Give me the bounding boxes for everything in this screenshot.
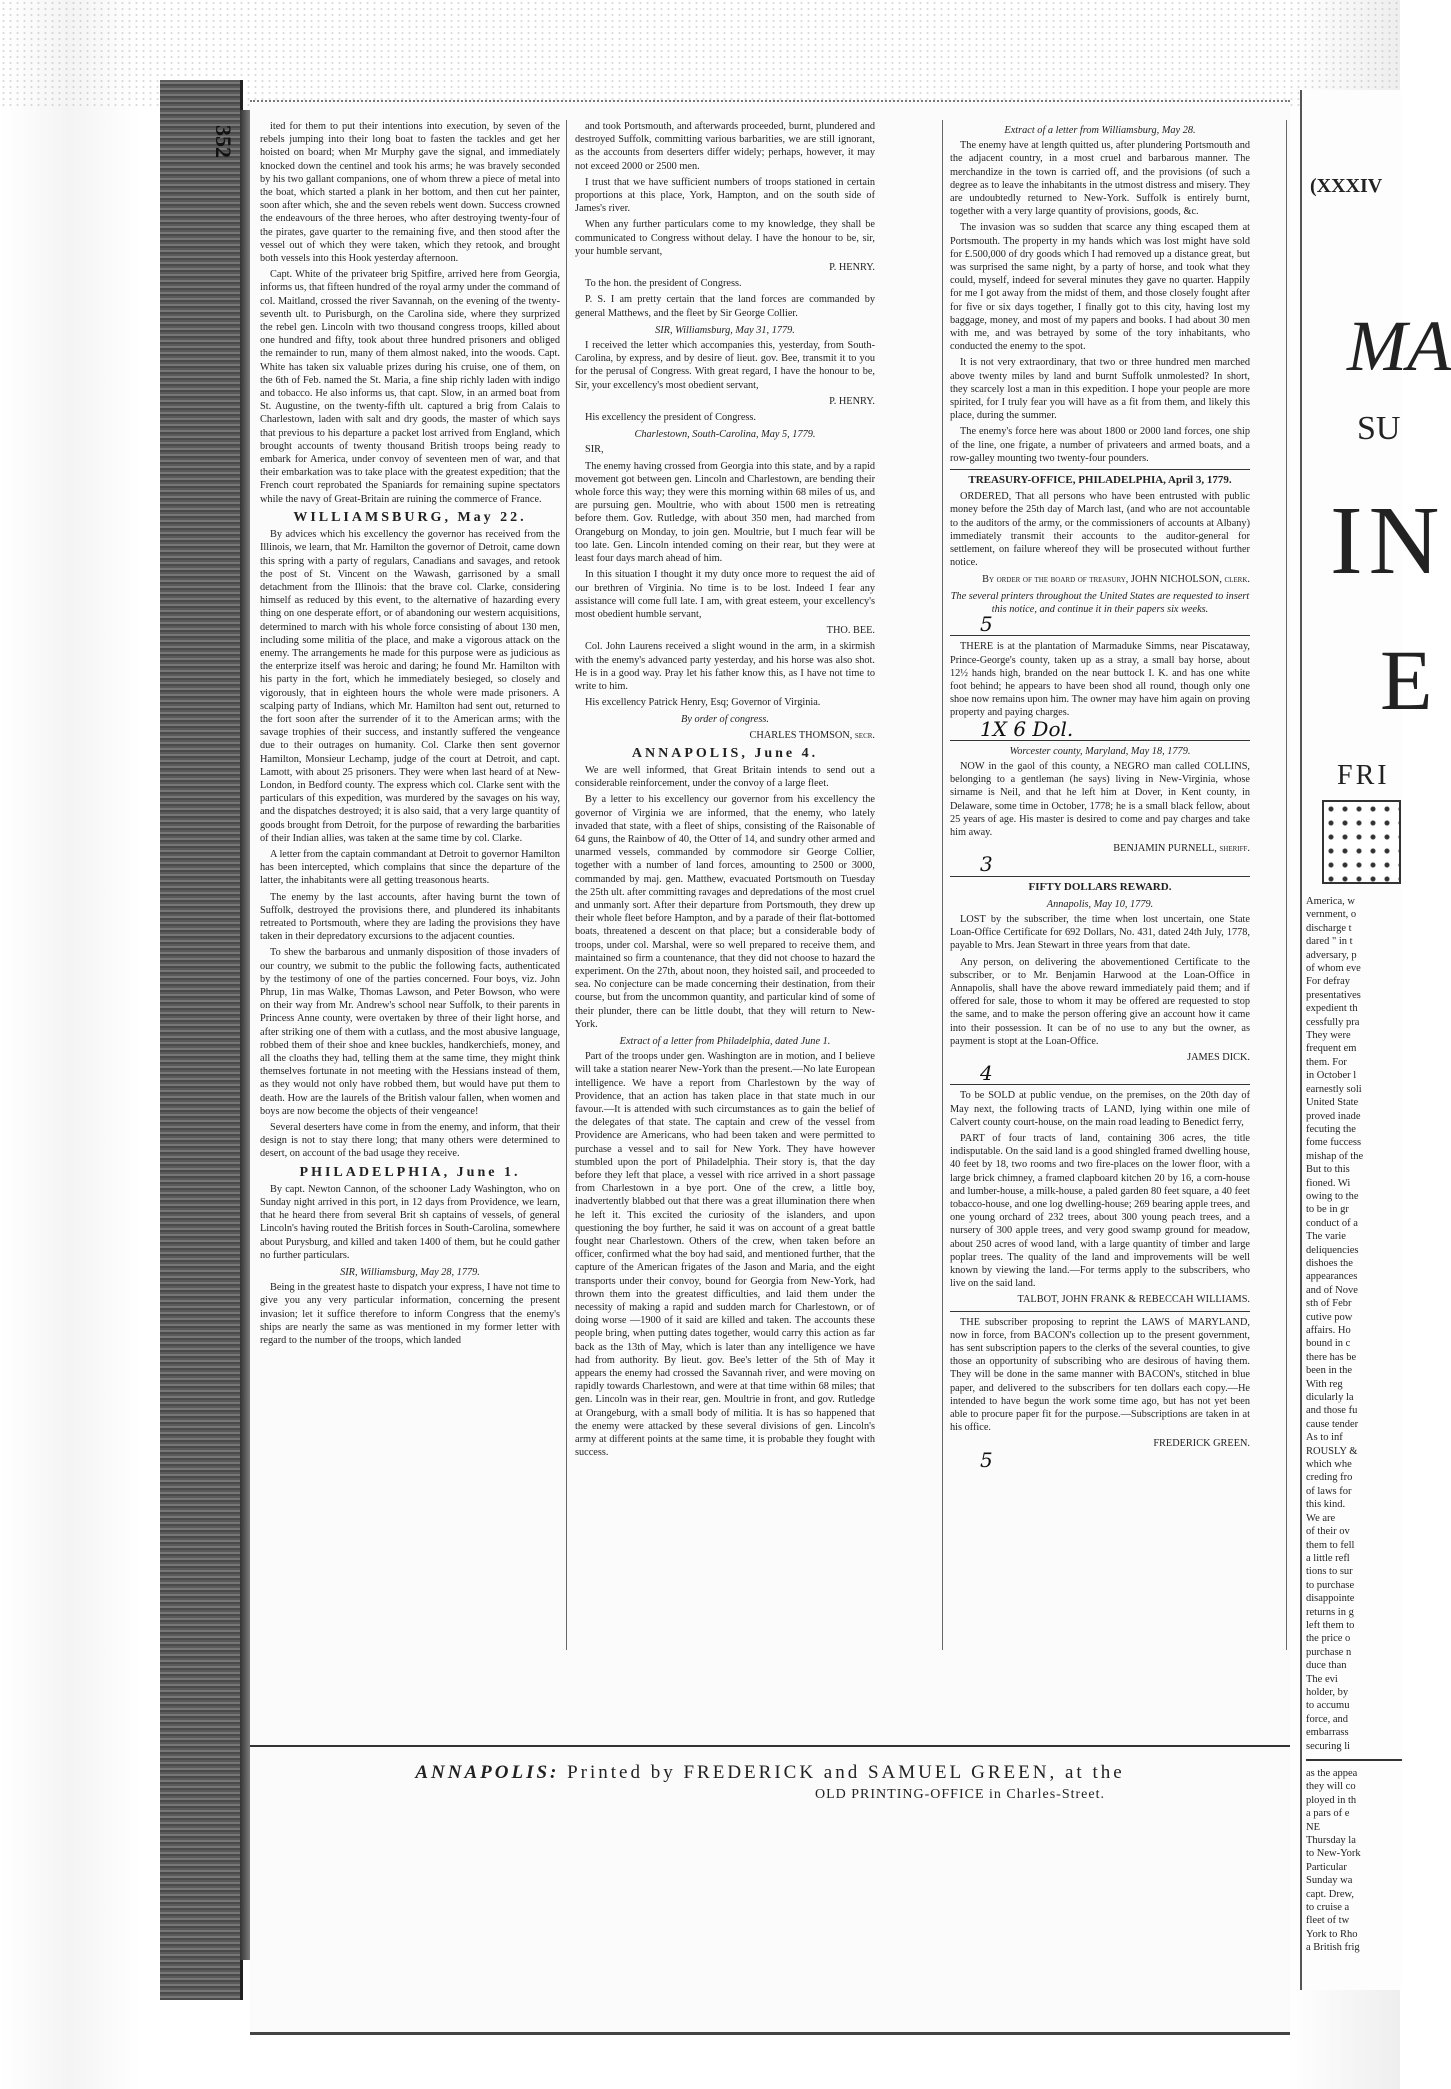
adjacent-line: Thursday la [1306, 1835, 1356, 1847]
adjacent-line: left them to [1306, 1619, 1355, 1631]
ornament-icon [1322, 800, 1401, 884]
adjacent-line: dared " in t [1306, 936, 1353, 948]
adjacent-line: disappointe [1306, 1593, 1355, 1605]
adjacent-line: earnestly soli [1306, 1083, 1362, 1095]
separator-rule [950, 1311, 1250, 1312]
article-paragraph: To the hon. the president of Congress. [585, 278, 742, 290]
imprint-line-2: OLD PRINTING-OFFICE in Charles-Street. [815, 1787, 1105, 1802]
adjacent-line: But to this [1306, 1164, 1350, 1176]
letter-heading: Annapolis, May 10, 1779. [1046, 898, 1154, 910]
footer-rule [250, 1745, 1290, 1747]
book-spine [160, 80, 243, 2000]
adjacent-line: a little refl [1306, 1552, 1350, 1564]
adjacent-line: which whe [1306, 1459, 1352, 1471]
adjacent-line: fome fuccess [1306, 1137, 1362, 1149]
signature: FREDERICK GREEN. [1153, 1438, 1250, 1450]
adjacent-line: vernment, o [1306, 909, 1357, 921]
article-paragraph: By a letter to his excellency our governor from his excellency the governor of Virginia we are informed, that the enemy, who lately invaded that state, with a fleet of ships, consisting of the Raisonable of 64 guns, the Rainbow of 40, the Otter of 14, and sundry other armed and unarmed vessels, commanded by commodore sir George Collier, together with a number of land forces, amounting to 2500 or 3000, commanded by maj. gen. Matthew, evacuated Portsmouth on Tuesday the 25th ult. after committing ravages and depredations of the most cruel and unmanly sort. After their departure from Portsmouth, they drew up their whole fleet before Hampton, and by a parade of their flat-bottomed boats, threatened a descent on that place; but a considerable body of troops, under col. Marshal, were so well prepared to receive them, and maintained so firm a countenance, that they did not choose to hazard the experiment. On the 27th, about noon, they hoisted sail, and proceeded to sea. No conjecture can be made concerning their destination, from their course, but from the uncommon quantity, and particular kind of some of their plunder, there can be little doubt, that they will return to New-York. [575, 794, 875, 1030]
letter-heading: The several printers throughout the United States are requested to insert this notice, and continue it in their papers six weeks. [950, 590, 1250, 615]
article-paragraph: We are well informed, that Great Britain intends to send out a considerable reinforcement, under the convoy of a large fleet. [575, 764, 875, 790]
article-paragraph: PART of four tracts of land, containing 306 acres, the title indisputable. On the said land is a good shingled framed dwelling house, 40 feet by 18, two rooms and two fire-places on the lower floor, with a large brick chimney, a framed clapboard kitchen 20 by 16, a corn-house and lumber-house, a milk-house, a paled garden 80 feet square, a 40 feet tobacco-house, and one log dwelling-house; 269 bearing apple trees, and one young orchard of 232 trees, about 300 young peach trees, and a nursery of 300 apple trees, and very good swamp ground for meadow, about 250 acres of wood land, with a large quantity of timber and large poplar trees. The quality of the land and improvements will be well known by viewing the land.—For terms apply to the subscribers, who live on the said land. [950, 1133, 1250, 1290]
handwritten-mark: 3 [980, 852, 993, 877]
column-rule [1286, 120, 1287, 1650]
article-paragraph: In this situation I thought it my duty once more to request the aid of our brethren of Virginia. No time is to be lost. Indeed I fear any assistance will come full late. I am, with great esteem, your excellency's most obedient humble servant, [575, 569, 875, 620]
separator-rule [950, 635, 1250, 636]
letter-heading: SIR, Williamsburg, May 31, 1779. [655, 324, 795, 336]
adjacent-rule [1306, 1759, 1402, 1761]
column-rule [566, 120, 567, 1650]
adjacent-line: owing to the [1306, 1190, 1359, 1202]
handwritten-mark: 4 [980, 1061, 993, 1086]
adjacent-line: to purchase [1306, 1579, 1355, 1591]
adjacent-line: presentatives [1306, 989, 1361, 1001]
adjacent-line: appearances [1306, 1271, 1358, 1283]
adjacent-line: securing li [1306, 1740, 1351, 1752]
handwritten-mark: 5 [980, 612, 993, 637]
adjacent-line: to accumu [1306, 1700, 1350, 1712]
notice-title: TREASURY-OFFICE, PHILADELPHIA, April 3, 1779. [968, 474, 1232, 487]
adjacent-line: cause tender [1306, 1418, 1359, 1430]
article-paragraph: His excellency Patrick Henry, Esq; Governor of Virginia. [585, 697, 821, 709]
article-paragraph: THE subscriber proposing to reprint the LAWS of MARYLAND, now in force, from BACON's collection up to the present government, has sent subscription papers to the clerks of the several counties, to give those an opportunity of subscribing who are desirous of having them. They will be done in the same manner with BACON's, stitched in blue paper, and delivered to the subscribers for ten dollars each copy.—He intended to have begun the work some time ago, but has not yet been able to procure paper fit for the purpose.—Subscriptions are taken in at his office. [950, 1316, 1250, 1434]
article-paragraph: I received the letter which accompanies this, yesterday, from South-Carolina, by express, and by desire of lieut. gov. Bee, transmit it to you for the perusal of Congress. With great regard, I have the honour to be, Sir, your excellency's most obedient servant, [575, 340, 875, 391]
separator-rule [950, 1084, 1250, 1085]
adjacent-line: deliquencies [1306, 1244, 1359, 1256]
adjacent-line: embarrass [1306, 1727, 1349, 1739]
adjacent-line: Sunday wa [1306, 1875, 1353, 1887]
imprint [255, 1762, 1285, 1806]
signature: CHARLES THOMSON, secr. [749, 729, 875, 741]
article-paragraph: A letter from the captain commandant at Detroit to governor Hamilton has been intercepted, which complains that since the departure of the latter, the inhabitants were all getting treasonous hearts. [260, 848, 560, 887]
imprint-place: ANNAPOLIS: [415, 1762, 560, 1783]
adjacent-line: fleet of tw [1306, 1915, 1350, 1927]
article-paragraph: It is not very extraordinary, that two or three hundred men marched above twenty miles by land and burnt Suffolk unmolested? In short, they scarcely lost a man in this expedition. I hope your people are more spirited, for I truly fear you will have as a fit from them, and likely this place, during the summer. [950, 357, 1250, 422]
article-paragraph: The enemy have at length quitted us, after plundering Portsmouth and the adjacent country, in a most cruel and barbarous manner. The merchandize in the town is carried off, and the provisions (of such a degree as to leave the inhabitants in the utmost distress and misery. They are undoubtedly returned to New-York. Suffolk is entirely burnt, together with a very large quantity of provisions, goods, &c. [950, 140, 1250, 218]
adjacent-line: dicularly la [1306, 1392, 1354, 1404]
signature: THO. BEE. [826, 625, 875, 637]
adjacent-line: ployed in th [1306, 1794, 1357, 1806]
adjacent-line: frequent em [1306, 1043, 1357, 1055]
adjacent-line: sth of Febr [1306, 1298, 1352, 1310]
adjacent-line: America, w [1306, 896, 1355, 907]
signature: By order of the board of treasury, JOHN NICHOLSON, clerk. [982, 573, 1250, 585]
adjacent-line: of whom eve [1306, 963, 1361, 975]
adjacent-line: affairs. Ho [1306, 1325, 1351, 1336]
adjacent-line: With reg [1306, 1378, 1343, 1390]
signature: BENJAMIN PURNELL, sheriff. [1113, 843, 1250, 855]
article-paragraph: Several deserters have come in from the enemy, and inform, that their design is not to stay there long; that many others were determined to desert, on account of the bad usage they receive. [260, 1122, 560, 1160]
adjacent-line: discharge t [1306, 922, 1352, 934]
column-1 [260, 120, 560, 1650]
article-paragraph: LOST by the subscriber, the time when lost uncertain, one State Loan-Office Certificate for 692 Dollars, No. 431, dated 24th July, 1778, payable to Mrs. Jean Stewart in three years from that date. [950, 913, 1250, 952]
article-paragraph: ited for them to put their intentions into execution, by seven of the rebels jumping into their long boat to fasten the tackles and get her hoisted on board; when Mr Murphy gave the signal, and immediately knocked down the centinel and took his arms; he was bravely seconded by his two gallant companions, one of whom threw a piece of metal into the boat, which started a plank in her bottom, and then cut her painter, soon after which, she and the seven rebels went down. Success crowned the endeavours of the three heroes, who after destroying twenty-four of the pirates, gave quarter to the remaining five, and then stood after the vessel out of which they were taken, which they retook, and brought both vessels into this Hook yesterday afternoon. [260, 121, 560, 265]
column-rule [942, 120, 943, 1650]
imprint-line-1: Printed by FREDERICK and SAMUEL GREEN, at the [567, 1762, 1125, 1783]
handwritten-mark: 1X 6 Dol. [980, 716, 1074, 741]
adjacent-line: ROUSLY & [1306, 1445, 1358, 1457]
adjacent-page [1300, 90, 1451, 1990]
adjacent-line: The evi [1306, 1673, 1338, 1685]
article-paragraph: By advices which his excellency the governor has received from the Illinois, we learn, that Mr. Hamilton the governor of Detroit, came down this spring with a party of regulars, Canadians and savages, and retook the post of St. Vincent on the Wawash, garrisoned by a small detachment from the Illinois: that the brave col. Clarke, considering himself as reduced by this event, to the alternative of hazarding every thing on one desperate effort, or of abandoning our western acquisitions, determined to march with his whole force consisting of about 130 men, including some militia of the place, and make a vigorous attack on the enemy. The arrangements he made for this purpose were as judicious as the enterprize itself was heroic and daring; he found Mr. Hamilton with his party in the fort, which he immediately besieged, so closely and vigorously, that in eighteen hours the whole were made prisoners. A scalping party of Indians, which Mr. Hamilton had sent out, returned to the fort soon after the surrender of it to the American arms; with the savage trophies of their success, and instantly suffered the vengeance due to their outrages on humanity. Col. Clarke then sent governor Hamilton, Monsieur Lechamp, judge of the court at Detroit, and capt. Lamott, with about 25 prisoners. They were when last heard of at New-London, in Bedford county. The express which col. Clarke sent with the particulars of this expedition, was murdered by the savages on his way, and the dispatches destroyed; it is also said, that a very large quantity of goods brought from Detroit, for the purpose of rewarding the barbarities of their Indian allies, was taken at the same time by col. Clarke. [260, 529, 560, 844]
adjacent-line: We are [1306, 1512, 1336, 1524]
adjacent-line: creding fro [1306, 1472, 1353, 1484]
article-paragraph: Part of the troops under gen. Washington are in motion, and I believe will take a station nearer New-York than the present.—No late European intelligence. We have a report from Charlestown by the way of Providence, that an action has taken place in that state much in our favour.—It is attended with such circumstances as to gain the belief of the delegates of that state. The captain and crew of the vessel from Providence are Americans, who had been taken and were permitted to purchase a vessel and to sail for New York. They have however stumbled upon the port of Philadelphia. Their story is, that the day before they left that place, a vessel with rice arrived in a short passage from Charlestown in a bye port. One of the crew, a little boy, inadvertently blabbed out that there was a great illumination there when he left it. This excited the curiosity of the islanders, and upon questioning the boy further, he said it was on account of a great battle fought near Charlestown. Others of the crew, when taken before an officer, confirmed what the boy had said, and mentioned further, that the capture of the American frigates of the Jason and Maria, and the eight transports under their convoy, bound for Georgia from New-York, had thrown them into the greatest difficulties, and laid them under the necessity of making a rapid and sudden march for Charlestown, or of doing worse —1900 of it said are killed and taken. The accounts these people bring, when putting dates together, would carry this action as far back as the 13th of May, which is later than any intelligence we have had from authority. By lieut. gov. Bee's letter of the 5th of May it appears the enemy had crossed the Savannah river, and were moving on rapidly towards Charlestown, and were at that time within 68 miles; that gen. Lincoln was in their rear, gen. Moultrie in front, and gov. Rutledge at Orangeburg, with a small body of militia. It is has so happened that the enemy were attacked by these several divisions of gen. Lincoln's army at different points at the same time, it is probable they fought with success. [575, 1051, 875, 1459]
letter-heading: Extract of a letter from Philadelphia, dated June 1. [619, 1036, 831, 1047]
article-paragraph: NOW in the gaol of this county, a NEGRO man called COLLINS, belonging to a gentleman (he says) living in New-Virginia, whose sirname is Neil, and that he left him at Dover, in Kent county, in Delaware, some time in October, 1778; he is a small black fellow, about 25 years of age. His master is desired to come and pay charges and take him away. [950, 760, 1250, 838]
adjacent-line: bound in c [1306, 1338, 1351, 1350]
article-paragraph: SIR, [585, 444, 604, 456]
signature: P. HENRY. [829, 262, 875, 274]
adjacent-line: As to inf [1306, 1432, 1343, 1444]
adjacent-line: proved inade [1306, 1110, 1361, 1122]
adjacent-line: this kind. [1306, 1499, 1346, 1511]
article-paragraph: By capt. Newton Cannon, of the schooner Lady Washington, who on Sunday night arrived in this port, in 12 days from Providence, we learn, that he heard there from several Brit sh captains of vessels, of general Lincoln's having routed the British forces in South-Carolina, somewhere about Purysburg, and killed and taken 1400 of them, but he could gather no further particulars. [260, 1183, 560, 1261]
page-number: 352 [211, 125, 236, 158]
article-paragraph: His excellency the president of Congress. [585, 412, 756, 424]
adjacent-line: duce than [1306, 1660, 1347, 1672]
adjacent-column [1306, 895, 1402, 1955]
adjacent-line: fecuting the [1306, 1123, 1356, 1135]
adjacent-big-initial: IN [1330, 487, 1446, 595]
article-paragraph: When any further particulars come to my knowledge, they shall be communicated to Congress without delay. I have the honour to be, sir, your humble servant, [575, 219, 875, 257]
adjacent-line: the price o [1306, 1633, 1351, 1645]
adjacent-line: and those fu [1306, 1405, 1358, 1417]
article-paragraph: The enemy by the last accounts, after having burnt the town of Suffolk, destroyed the provisions there, and plundered its inhabitants retreated to Portsmouth, where they are lading the provisions they have taken in their depredatory excursions to the adjacent counties. [260, 891, 560, 943]
article-paragraph: ORDERED, That all persons who have been entrusted with public money before the 25th day of March last, (and who are not accountable to the auditors of the army, or the commissioners of accounts at Albany) immediately transmit their accounts to the auditor-general for settlement, on failure whereof they will be prosecuted without further notice. [950, 491, 1250, 569]
adjacent-line: of laws for [1306, 1485, 1352, 1497]
separator-rule [950, 469, 1250, 470]
article-paragraph: P. S. I am pretty certain that the land forces are commanded by general Matthews, and the fleet by Sir George Collier. [575, 294, 875, 319]
adjacent-line: of their ov [1306, 1526, 1350, 1538]
letter-heading: SIR, Williamsburg, May 28, 1779. [340, 1267, 480, 1279]
adjacent-line: them to fell [1306, 1539, 1355, 1551]
dateline: PHILADELPHIA, June 1. [299, 1164, 521, 1180]
adjacent-line: as the appea [1306, 1768, 1358, 1779]
column-2 [575, 120, 875, 1650]
article-paragraph: and took Portsmouth, and afterwards proceeded, burnt, plundered and destroyed Suffolk, committing various barbarities, we are still ignorant, as the accounts from deserters differ widely; perhaps, however, it may not exceed 2000 or 2500 men. [575, 121, 875, 172]
adjacent-line: They were [1306, 1030, 1351, 1042]
notice-title: FIFTY DOLLARS REWARD. [1028, 880, 1172, 893]
article-paragraph: I trust that we have sufficient numbers of troops stationed in certain proportions at this place, York, Hampton, and on the south side of James's river. [575, 176, 875, 215]
letter-heading: Charlestown, South-Carolina, May 5, 1779. [634, 429, 816, 441]
adjacent-line: expedient th [1306, 1003, 1358, 1015]
signature: JAMES DICK. [1187, 1052, 1250, 1063]
adjacent-line: cutive pow [1306, 1311, 1353, 1323]
adjacent-line: holder, by [1306, 1686, 1349, 1698]
adjacent-line: to cruise a [1306, 1902, 1350, 1914]
adjacent-line: them. For [1306, 1056, 1347, 1068]
adjacent-issue-number: (XXXIV [1310, 175, 1383, 197]
dateline: ANNAPOLIS, June 4. [631, 745, 819, 761]
adjacent-line: to be in gr [1306, 1204, 1349, 1216]
adjacent-line: purchase n [1306, 1646, 1352, 1658]
signature: P. HENRY. [829, 395, 875, 407]
adjacent-line: York to Rho [1306, 1928, 1358, 1940]
adjacent-line: NE [1306, 1821, 1320, 1833]
article-paragraph: THERE is at the plantation of Marmaduke Simms, near Piscataway, Prince-George's county, taken up as a stray, a small bay horse, about 12½ hands high, branded on the near buttock I. K. and has one white foot behind; he appears to have been shod all round, though only one shoe now remains upon him. The owner may have him again on proving property and paying charges. [950, 641, 1250, 719]
article-paragraph: The invasion was so sudden that scarce any thing escaped them at Portsmouth. The property in my hands which was lost might have sold for £.500,000 of dry goods which I had removed up a distance great, but was surprised the same night, by a party of horse, and took what they could, myself, indeed for several minutes they gave no quarter. Happily for me I got away from the midst of them, and those closely fought after for five or six days together, I finally got to this city, having lost my baggage, money, and most of my papers and books. I had about 30 men with me, and was betrayed by some of the tory inhabitants, who conducted the enemy to the spot. [950, 222, 1250, 353]
adjacent-line: returns in g [1306, 1606, 1354, 1618]
adjacent-line: fioned. Wi [1306, 1177, 1351, 1189]
signature: TALBOT, JOHN FRANK & REBECCAH WILLIAMS. [1017, 1294, 1250, 1306]
adjacent-line: been in the [1306, 1365, 1353, 1377]
adjacent-line: force, and [1306, 1713, 1348, 1725]
adjacent-line: they will co [1306, 1781, 1356, 1793]
dateline: WILLIAMSBURG, May 22. [293, 509, 527, 525]
adjacent-line: conduct of a [1306, 1217, 1358, 1229]
article-paragraph: Being in the greatest haste to dispatch your express, I have not time to give you any very particular information, concerning the present invasion; let it suffice therefore to inform Congress that the enemy's ships are nearly the same as was mentioned in my former letter with regard to the number of the troops, which landed [260, 1282, 560, 1347]
article-paragraph: Capt. White of the privateer brig Spitfire, arrived here from Georgia, informs us, that fifteen hundred of the royal army under the command of col. Maitland, crossed the river Savannah, on the evening of the twenty-seventh ult. to Purisburgh, on the Carolina side, where they surprized the rebel gen. Lincoln with two thousand congress troops, killed about one hundred and fifty, took about three hundred prisoners and obliged the remainder to run, many of them almost naked, into the woods. Capt. White has taken six valuable prizes during his cruise, one of them, on the 6th of Feb. named the St. Maria, a fine ship richly laden with indigo and tobacco. He also informs us, that capt. Slow, in an armed boat from St. Augustine, on the twenty-fifth ult. captured a brig from Calais to Charlestown, laden with salt and dry goods, the master of which says that previous to his departure a packet lost arrived from England, which brought accounts of twenty thousand British troops being ready to embark for America, under convoy of seventeen men of war, and that their embarkation was to take place with the greatest expedition; that the French court reprobated the Spaniards for remaining supine spectators while the navy of Great-Britain are ruining the commerce of France. [260, 269, 560, 505]
adjacent-line: to New-York [1306, 1848, 1361, 1860]
adjacent-big-letter: E [1380, 632, 1433, 728]
adjacent-line: in October l [1306, 1070, 1357, 1082]
adjacent-line: capt. Drew, [1306, 1888, 1355, 1900]
adjacent-line: Particular [1306, 1861, 1347, 1873]
adjacent-line: a British frig [1306, 1942, 1360, 1954]
adjacent-line: United State [1306, 1097, 1359, 1109]
letter-heading: Extract of a letter from Williamsburg, May 28. [1004, 125, 1196, 136]
article-paragraph: Any person, on delivering the abovementioned Certificate to the subscriber, or to Mr. Benjamin Harwood at the Loan-Office in Annapolis, shall have the above reward immediately paid them; and if offered for sale, those to whom it may be offered are requested to stop the same, and to make the person offering give an account how it came into their possession. It can be of no use to any but the owner, as payment is stopt at the Loan-Office. [950, 956, 1250, 1047]
adjacent-line: cessfully pra [1306, 1016, 1360, 1028]
column-3 [950, 120, 1250, 1640]
article-paragraph: To shew the barbarous and unmanly disposition of those invaders of our country, we submit to the public the following facts, authenticated by the testimony of one of the parties concerned. Four boys, viz. John Phrup, 1in mas Walke, Thomas Lawson, and Peter Bowson, who were on their way from Mr. Andrew's school near Suffolk, to their parents in Princess Anne county, were overtaken by three of their light horse, and after striking one of them with a cutlass, and the most abusive language, robbed them of their shoe and knee buckles, handkerchiefs, money, and all the cloaths they had, telling them at the same time, they might think themselves fortunate in not meeting with the Hessians instead of them, as they would not only have robbed them, but would have put them to death. How are the laurels of the British valour fallen, when women and boys are now become the objects of their vengeance! [260, 947, 560, 1117]
adjacent-line: a pars of e [1306, 1808, 1350, 1820]
article-paragraph: Col. John Laurens received a slight wound in the arm, in a skirmish with the enemy's advanced party yesterday, and his horse was also shot. He is in a good way. Pray let his father know this, as I have not time to write to him. [575, 641, 875, 692]
adjacent-masthead: MA [1347, 306, 1451, 386]
adjacent-line: The varie [1306, 1231, 1346, 1243]
adjacent-line: dishoes the [1306, 1257, 1353, 1269]
adjacent-line: tions to sur [1306, 1566, 1353, 1578]
adjacent-line: and of Nove [1306, 1284, 1358, 1296]
adjacent-line: adversary, p [1306, 949, 1357, 961]
separator-rule [950, 876, 1250, 877]
adjacent-subtitle: SU [1357, 410, 1401, 447]
article-paragraph: The enemy's force here was about 1800 or 2000 land forces, one ship of the line, one frigate, a number of privateers and armed boats, and a row-galley mounting two twenty-four pounders. [950, 426, 1250, 464]
article-paragraph: The enemy having crossed from Georgia into this state, and by a rapid movement got between gen. Lincoln and Charlestown, are bending their whole force this way; they were this morning within 68 miles of us, and are pursuing gen. Moultrie, who with about 1500 men is retreating before them. Gov. Rutledge, with about 350 men, had marched from Orangeburg on Monday, to join gen. Moultrie, but I much fear will be too late. Gen. Lincoln intended coming on their rear, but they were at least four days march ahead of him. [575, 460, 875, 565]
letter-heading: By order of congress. [681, 714, 769, 726]
adjacent-line: For defray [1306, 976, 1351, 988]
article-paragraph: To be SOLD at public vendue, on the premises, on the 20th day of May next, the following tracts of LAND, lying within one mile of Calvert county court-house, on the main road leading to Benedict ferry, [950, 1090, 1250, 1128]
letter-heading: Worcester county, Maryland, May 18, 1779. [1009, 745, 1191, 757]
adjacent-day: FRI [1337, 760, 1390, 791]
adjacent-line: mishap of the [1306, 1150, 1364, 1162]
handwritten-mark: 5 [980, 1447, 993, 1472]
adjacent-line: there has be [1306, 1351, 1357, 1363]
